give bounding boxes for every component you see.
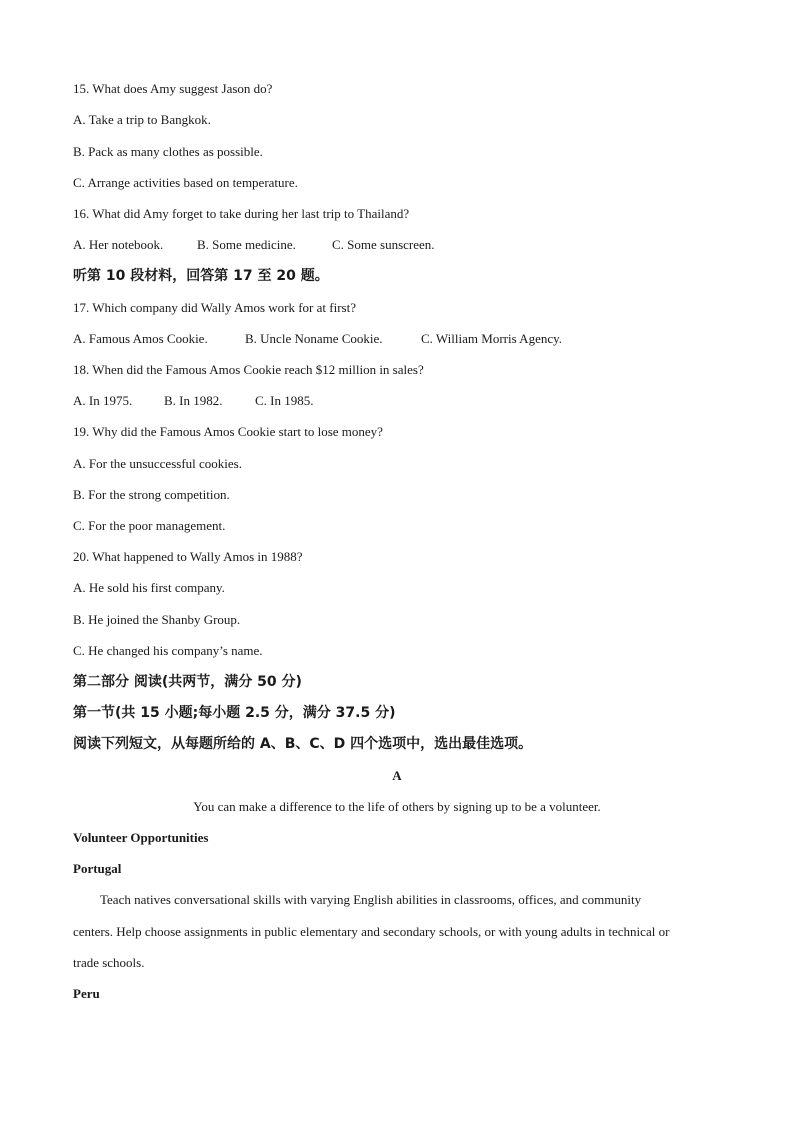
- question-18-option-a: A. In 1975.: [73, 393, 133, 408]
- question-19-option-a: A. For the unsuccessful cookies.: [73, 456, 242, 471]
- question-16-option-c: C. Some sunscreen.: [332, 237, 435, 252]
- question-16-option-a: A. Her notebook.: [73, 237, 164, 252]
- question-15-option-b: B. Pack as many clothes as possible.: [73, 144, 263, 159]
- question-16-options: [73, 237, 435, 253]
- reading-instruction: 阅读下列短文，从每题所给的 A、B、C、D 四个选项中，选出最佳选项。: [73, 736, 533, 752]
- portugal-text-line-1: Teach natives conversational skills with varying English abilities in classrooms, offices, and community: [100, 892, 642, 907]
- question-20-option-a: A. He sold his first company.: [73, 580, 225, 595]
- peru-title: Peru: [73, 986, 100, 1001]
- question-19-option-c: C. For the poor management.: [73, 518, 226, 533]
- part-two-heading: 第二部分 阅读(共两节，满分 50 分): [73, 674, 302, 690]
- section-one-heading: 第一节(共 15 小题;每小题 2.5 分，满分 37.5 分): [73, 705, 396, 721]
- question-17-stem: 17. Which company did Wally Amos work for at first?: [73, 300, 356, 315]
- question-17-option-b: B. Uncle Noname Cookie.: [245, 331, 383, 346]
- portugal-text-line-2: centers. Help choose assignments in public elementary and secondary schools, or with young adults in technical or: [73, 924, 670, 939]
- question-20-option-c: C. He changed his company’s name.: [73, 643, 263, 658]
- question-19-stem: 19. Why did the Famous Amos Cookie start to lose money?: [73, 424, 383, 439]
- passage-intro: You can make a difference to the life of others by signing up to be a volunteer.: [193, 799, 601, 814]
- question-16-option-b: B. Some medicine.: [197, 237, 296, 252]
- passage-heading: Volunteer Opportunities: [73, 830, 209, 845]
- question-16-stem: 16. What did Amy forget to take during her last trip to Thailand?: [73, 206, 410, 221]
- question-17-option-a: A. Famous Amos Cookie.: [73, 331, 208, 346]
- question-15-stem: 15. What does Amy suggest Jason do?: [73, 81, 273, 96]
- section-heading-10: 听第 10 段材料，回答第 17 至 20 题。: [73, 268, 329, 284]
- question-15-option-c: C. Arrange activities based on temperature.: [73, 175, 298, 190]
- question-19-option-b: B. For the strong competition.: [73, 487, 230, 502]
- question-20-stem: 20. What happened to Wally Amos in 1988?: [73, 549, 303, 564]
- passage-letter: A: [392, 768, 402, 783]
- question-18-option-b: B. In 1982.: [164, 393, 223, 408]
- question-18-stem: 18. When did the Famous Amos Cookie reach $12 million in sales?: [73, 362, 424, 377]
- portugal-title: Portugal: [73, 861, 122, 876]
- question-18-options: [73, 393, 314, 409]
- portugal-text-line-3: trade schools.: [73, 955, 145, 970]
- question-17-options: [73, 331, 562, 347]
- question-15-option-a: A. Take a trip to Bangkok.: [73, 112, 211, 127]
- question-18-option-c: C. In 1985.: [255, 393, 314, 408]
- question-17-option-c: C. William Morris Agency.: [421, 331, 563, 346]
- question-20-option-b: B. He joined the Shanby Group.: [73, 612, 241, 627]
